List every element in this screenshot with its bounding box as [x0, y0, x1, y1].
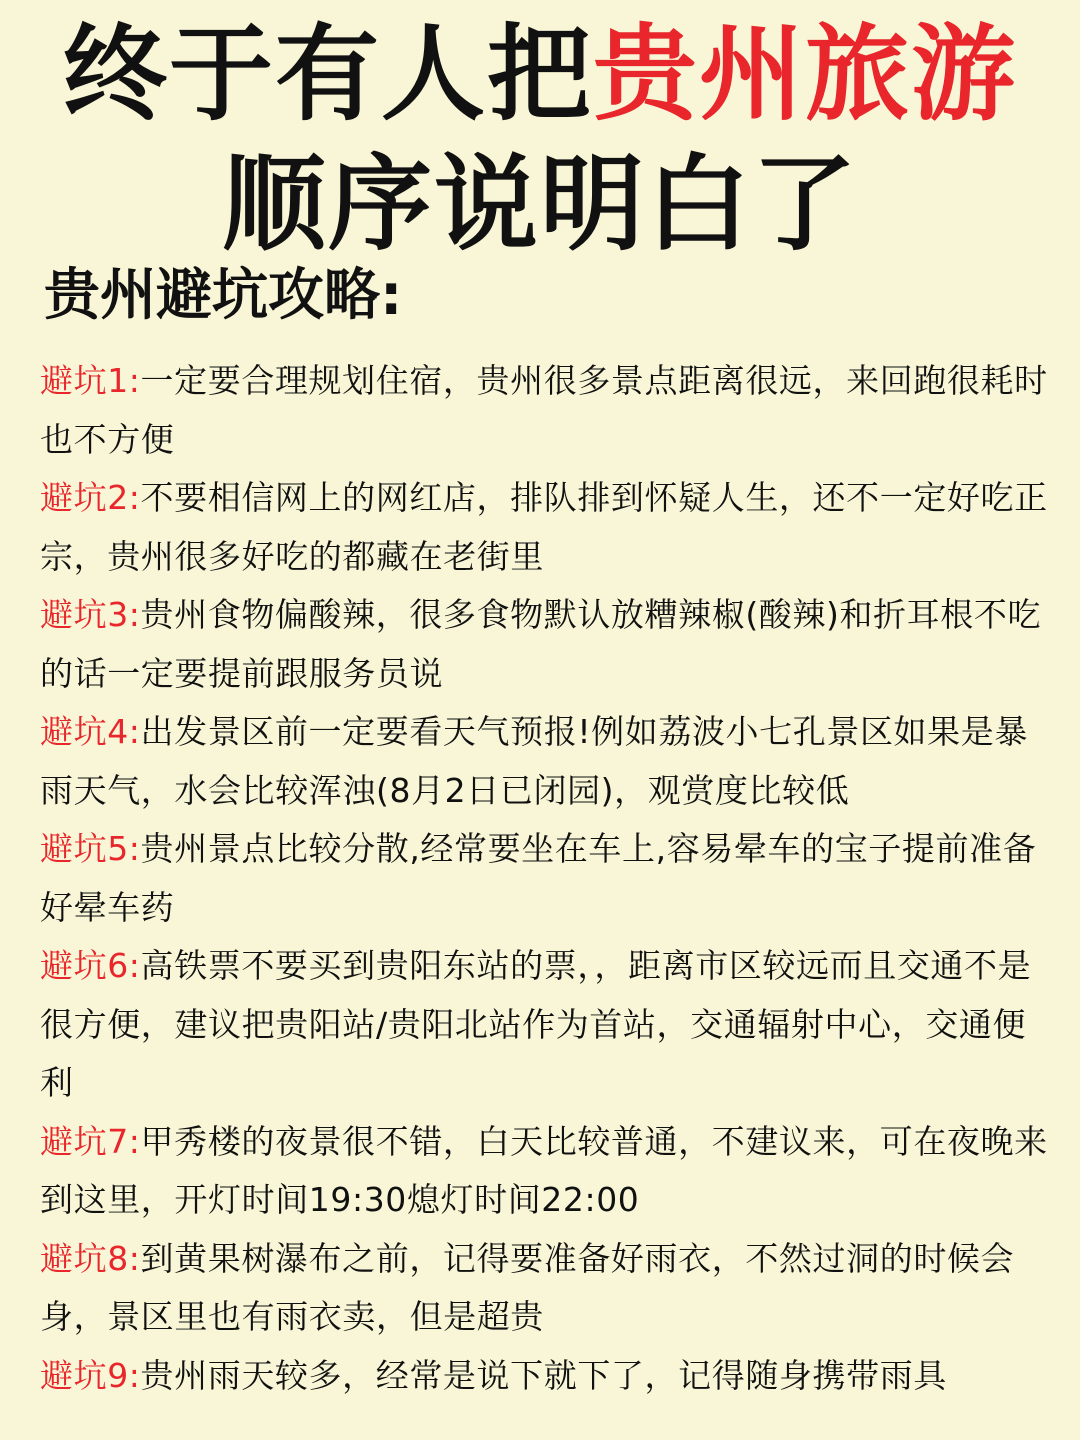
- subheading: 贵州避坑攻略:: [44, 263, 403, 328]
- tip-text: 甲秀楼的夜景很不错，白天比较普通，不建议来，可在夜晚来到这里，开灯时间19:30熄灯时间22:00: [40, 1121, 1048, 1219]
- tip-text: 一定要合理规划住宿，贵州很多景点距离很远，来回跑很耗时也不方便: [40, 361, 1048, 459]
- tip-text: 到黄果树瀑布之前，记得要准备好雨衣，不然过洞的时候会身，景区里也有雨衣卖，但是超贵: [40, 1238, 1015, 1336]
- tip-item-3: [40, 586, 1055, 703]
- tip-item-9: [40, 1347, 1055, 1406]
- tip-text: 贵州食物偏酸辣，很多食物默认放糟辣椒(酸辣)和折耳根不吃的话一定要提前跟服务员说: [40, 595, 1042, 693]
- tip-label: 避坑7:: [40, 1121, 141, 1161]
- tip-label: 避坑3:: [40, 595, 141, 634]
- tip-item-6: [40, 937, 1055, 1113]
- tip-label: 避坑2:: [40, 478, 141, 517]
- tip-label: 避坑5:: [40, 829, 141, 868]
- tip-item-1: [40, 352, 1055, 469]
- tip-text: 贵州景点比较分散,经常要坐在车上,容易晕车的宝子提前准备好晕车药: [40, 829, 1037, 927]
- tip-text: 高铁票不要买到贵阳东站的票，，距离市区较远而且交通不是很方便，建议把贵阳站/贵阳北站作为首站，交通辐射中心，交通便利: [40, 946, 1032, 1102]
- title-highlight: 贵州旅游: [593, 13, 1018, 135]
- tip-text: 贵州雨天较多，经常是说下就下了，记得随身携带雨具: [140, 1355, 947, 1395]
- title-prefix: 终于有人把: [62, 13, 593, 135]
- tip-item-7: [40, 1113, 1055, 1230]
- title-line-2: 顺序说明白了: [221, 143, 858, 265]
- tip-label: 避坑6:: [40, 946, 141, 985]
- tip-label: 避坑4:: [40, 712, 141, 751]
- tip-text: 不要相信网上的网红店，排队排到怀疑人生，还不一定好吃正宗，贵州很多好吃的都藏在老街里: [40, 478, 1048, 576]
- tip-item-4: [40, 703, 1055, 820]
- tip-item-5: [40, 820, 1055, 937]
- title-line-1: [0, 13, 1080, 135]
- tip-item-2: [40, 469, 1055, 586]
- tip-item-8: [40, 1230, 1055, 1347]
- tip-label: 避坑9:: [40, 1355, 141, 1395]
- tips-list: [40, 352, 1055, 1405]
- tip-label: 避坑1:: [40, 361, 141, 400]
- tip-text: 出发景区前一定要看天气预报!例如荔波小七孔景区如果是暴雨天气，水会比较浑浊(8月2日已闭园)，观赏度比较低: [40, 712, 1028, 810]
- tip-label: 避坑8:: [40, 1238, 141, 1278]
